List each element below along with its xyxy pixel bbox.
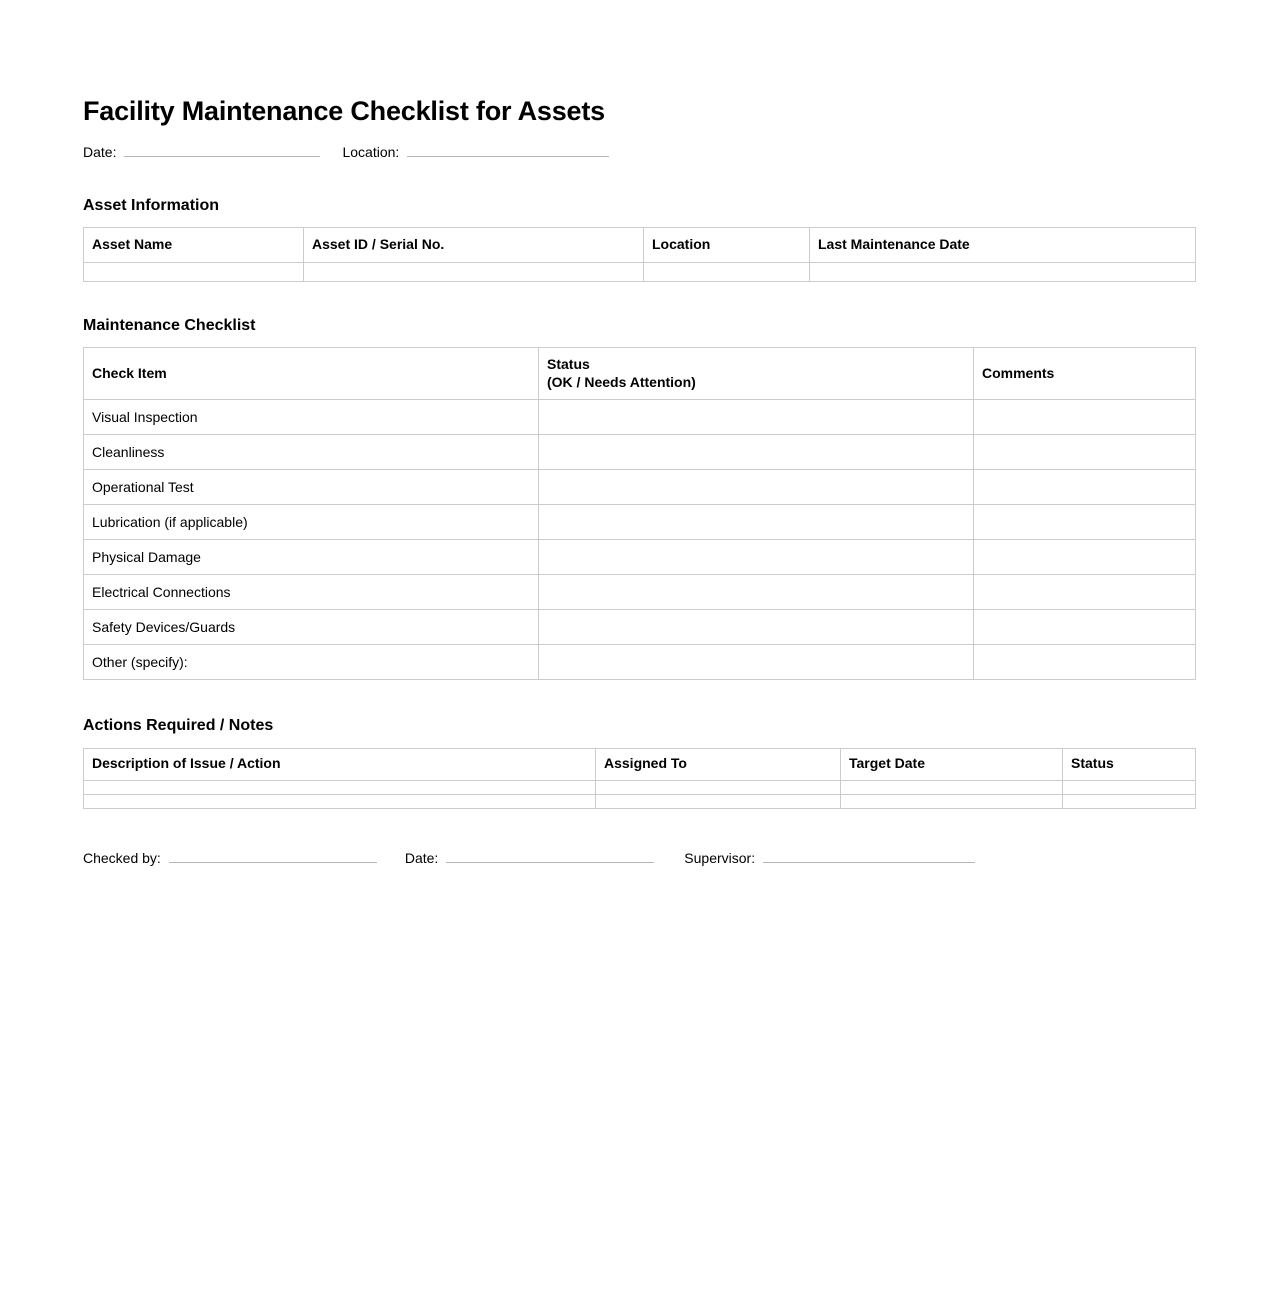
column-header-last-maintenance-date: Last Maintenance Date bbox=[810, 228, 1196, 263]
table-row bbox=[84, 540, 1196, 575]
cell-check-item: Electrical Connections bbox=[84, 575, 539, 610]
cell-comments[interactable] bbox=[974, 645, 1196, 680]
location-label: Location: bbox=[342, 144, 400, 161]
cell-status[interactable] bbox=[539, 540, 974, 575]
actions-required-section bbox=[83, 716, 1195, 808]
cell-status[interactable] bbox=[539, 400, 974, 435]
footer-date-input[interactable] bbox=[446, 849, 654, 863]
checked-by-group bbox=[83, 849, 377, 866]
cell-check-item: Cleanliness bbox=[84, 435, 539, 470]
maintenance-checklist-section bbox=[83, 316, 1195, 680]
cell-assigned-to[interactable] bbox=[596, 794, 841, 808]
column-header-check-item: Check Item bbox=[84, 348, 539, 400]
table-row bbox=[84, 435, 1196, 470]
supervisor-input[interactable] bbox=[763, 849, 975, 863]
table-header-row bbox=[84, 228, 1196, 263]
cell-last-maintenance-date[interactable] bbox=[810, 263, 1196, 282]
table-row bbox=[84, 505, 1196, 540]
header-meta-row bbox=[83, 143, 1195, 160]
maintenance-checklist-heading: Maintenance Checklist bbox=[83, 317, 256, 335]
footer-date-group bbox=[405, 849, 654, 866]
cell-check-item: Physical Damage bbox=[84, 540, 539, 575]
cell-asset-name[interactable] bbox=[84, 263, 304, 282]
status-header-line-2: (OK / Needs Attention) bbox=[547, 373, 696, 390]
table-row bbox=[84, 470, 1196, 505]
cell-assigned-to[interactable] bbox=[596, 780, 841, 794]
column-header-asset-id: Asset ID / Serial No. bbox=[304, 228, 644, 263]
cell-status[interactable] bbox=[539, 435, 974, 470]
table-row bbox=[84, 263, 1196, 282]
page-title: Facility Maintenance Checklist for Assets bbox=[83, 96, 605, 126]
cell-check-item: Safety Devices/Guards bbox=[84, 610, 539, 645]
actions-required-table bbox=[83, 748, 1196, 809]
cell-check-item: Lubrication (if applicable) bbox=[84, 505, 539, 540]
table-row bbox=[84, 400, 1196, 435]
cell-status[interactable] bbox=[539, 645, 974, 680]
cell-comments[interactable] bbox=[974, 540, 1196, 575]
cell-description[interactable] bbox=[84, 780, 596, 794]
column-header-location: Location bbox=[644, 228, 810, 263]
column-header-target-date: Target Date bbox=[841, 748, 1063, 780]
cell-comments[interactable] bbox=[974, 470, 1196, 505]
cell-target-date[interactable] bbox=[841, 794, 1063, 808]
table-row bbox=[84, 610, 1196, 645]
checked-by-input[interactable] bbox=[169, 849, 377, 863]
date-label: Date: bbox=[83, 144, 117, 161]
location-input[interactable] bbox=[407, 143, 609, 157]
cell-asset-id[interactable] bbox=[304, 263, 644, 282]
table-row bbox=[84, 575, 1196, 610]
date-field-group bbox=[83, 143, 320, 160]
cell-comments[interactable] bbox=[974, 400, 1196, 435]
supervisor-group bbox=[684, 849, 975, 866]
cell-status[interactable] bbox=[1063, 780, 1196, 794]
asset-information-heading: Asset Information bbox=[83, 197, 220, 215]
column-header-comments: Comments bbox=[974, 348, 1196, 400]
checked-by-label: Checked by: bbox=[83, 849, 161, 866]
cell-check-item: Visual Inspection bbox=[84, 400, 539, 435]
table-row bbox=[84, 794, 1196, 808]
table-header-row bbox=[84, 348, 1196, 400]
table-header-row bbox=[84, 748, 1196, 780]
cell-target-date[interactable] bbox=[841, 780, 1063, 794]
cell-status[interactable] bbox=[539, 470, 974, 505]
column-header-status bbox=[539, 348, 974, 400]
location-field-group bbox=[342, 143, 609, 160]
actions-required-heading: Actions Required / Notes bbox=[83, 717, 274, 735]
column-header-status: Status bbox=[1063, 748, 1196, 780]
cell-comments[interactable] bbox=[974, 610, 1196, 645]
signature-row bbox=[83, 849, 1195, 866]
column-header-description: Description of Issue / Action bbox=[84, 748, 596, 780]
asset-information-table bbox=[83, 227, 1196, 282]
maintenance-checklist-table bbox=[83, 347, 1196, 680]
cell-description[interactable] bbox=[84, 794, 596, 808]
cell-status[interactable] bbox=[539, 610, 974, 645]
cell-status[interactable] bbox=[539, 505, 974, 540]
cell-status[interactable] bbox=[1063, 794, 1196, 808]
status-header-line-1: Status bbox=[547, 356, 590, 373]
cell-comments[interactable] bbox=[974, 505, 1196, 540]
footer-date-label: Date: bbox=[404, 849, 439, 866]
checklist-rows bbox=[84, 400, 1196, 680]
cell-comments[interactable] bbox=[974, 575, 1196, 610]
table-row bbox=[84, 645, 1196, 680]
column-header-assigned-to: Assigned To bbox=[596, 748, 841, 780]
cell-check-item: Other (specify): bbox=[84, 645, 539, 680]
cell-status[interactable] bbox=[539, 575, 974, 610]
asset-information-section bbox=[83, 196, 1195, 282]
table-row bbox=[84, 780, 1196, 794]
cell-comments[interactable] bbox=[974, 435, 1196, 470]
date-input[interactable] bbox=[124, 143, 320, 157]
supervisor-label: Supervisor: bbox=[684, 849, 756, 866]
column-header-asset-name: Asset Name bbox=[84, 228, 304, 263]
cell-location[interactable] bbox=[644, 263, 810, 282]
cell-check-item: Operational Test bbox=[84, 470, 539, 505]
